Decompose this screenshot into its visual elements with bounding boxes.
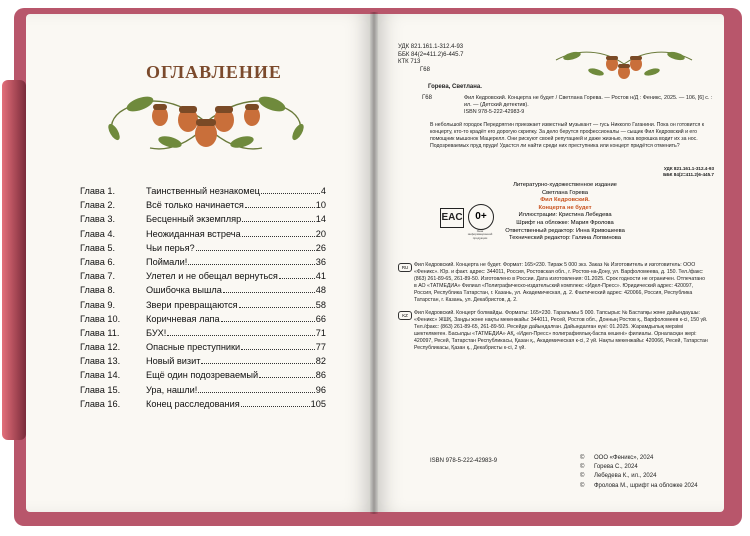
- author-mark: Г68: [420, 66, 430, 73]
- acorn-ornament: [100, 82, 312, 168]
- toc-entry: Глава 16. Конец расследования 105: [80, 398, 326, 409]
- age-rating-caption: Знак информационной продукции: [467, 229, 493, 240]
- isbn: ISBN 978-5-222-42983-9: [464, 109, 525, 115]
- bibliographic-record: Фил Кедровский. Концерта не будет / Светлана Горева. — Ростов н/Д : Феникс, 2025. — 106, [6] с. : ил. — (Детский детектив). ISBN 978-5-222-42983-9: [464, 95, 713, 115]
- codes-right: УДК 821.161.1-312.4-93 ББК 84(2=411.2)6-445.7: [663, 166, 714, 177]
- book-title-2: Концерта не будет: [538, 204, 592, 211]
- toc-entry: Глава 14. Ещё один подозреваемый 86: [80, 370, 326, 381]
- table-of-contents: [80, 186, 326, 413]
- author-name: Горева, Светлана.: [428, 84, 482, 90]
- ktk-code: КТК 713: [398, 59, 421, 66]
- toc-entry: Глава 2. Всё только начинается 10: [80, 200, 326, 211]
- annotation: В небольшой городок Передряггин приезжает известный музыкант — гусь Никколо Гаганини. Пока он готовится к концерту, кто-то крадёт его дорогую скрипку. За дело берутся профессионалы — сыщик Фил Кедровский и его помощник мышонок Мацерелл. Они рискуют своей репутацией и даже жизнью, пока ворюшка водит их за нос. Подозреваемых пруд пруди! Удастся ли найти среди них преступника или концерт придётся отменить?: [430, 122, 705, 149]
- author-mark-side: Г68: [422, 95, 432, 101]
- tech-editor: Технический редактор: Галина Логвинова: [508, 235, 622, 242]
- copyright-line: © ООО «Феникс», 2024: [580, 455, 654, 461]
- book-spine: [370, 12, 378, 514]
- bbk-code: ББК 84(2=411.2)6-445.7: [398, 51, 464, 58]
- toc-entry: Глава 3. Бесценный экземпляр 14: [80, 214, 326, 225]
- cover-font: Шрифт на обложке: Мария Фролова: [516, 219, 614, 226]
- genre: Литературно-художественное издание: [513, 182, 617, 188]
- toc-entry: Глава 1. Таинственный незнакомец 4: [80, 186, 326, 196]
- lang-badge-ru: RU: [398, 263, 412, 272]
- legal-info-ru: Фил Кедровский. Концерта не будет. Формат: 165×230. Тираж 5 000 экз. Заказ № Изготовитель и изготовитель: ООО «Феникс». Юр. и факт. адрес: 344011, Россия, Ростовская обл., г. Ростов-на-Дону, ул. Варфоломеева, д. 150. Тел./факс: (863) 261-89-65, 261-89-50. Изготовлено в России. Дата изготовления: 01.2025. Срок годности не ограничен. Отпечатано в АО «ТАТМЕДИА» Филиал «Полиграфическо-издательский комплекс «Идел-Пресс». Юридический адрес: 420097, Россия, Республика Татарстан, г. Казань, ул. Академическая, д. 2. Фактический адрес: 420066, Россия, Республика Татарстан, г. Казань, ул. Декабристов, д. 2.: [414, 262, 706, 303]
- copyright-line: © Горева С., 2024: [580, 464, 638, 471]
- copyright-line: © Фролова М., шрифт на обложке 2024: [580, 482, 698, 489]
- toc-entry: Глава 4. Неожиданная встреча 20: [80, 228, 326, 239]
- editor: Ответственный редактор: Инна Кривошеева: [505, 227, 625, 234]
- toc-entry: Глава 13. Новый визит 82: [80, 356, 326, 367]
- toc-entry: Глава 5. Чьи перья? 26: [80, 242, 326, 253]
- legal-info-kz: Фил Кедровский. Концерт болмайды. Форматы: 165×230. Таралымы 5 000. Тапсырыс № Бастапқы және дайындаушы: «Феникс» ЖШҚ. Заңды және нақты мекенжайы: 344011, Ресей, Ростов обл., Донның Ростов қ., Варфоломеев к-сі, 150 үй. Тел./факс: (863) 261-89-65, 261-89-50. Ресейде дайындалған. Дайындалған күні: 01.2025. Жарамдылық мерзімі шектелмеген. Басылды «ТАТМЕДИА» АҚ, «Идел-Пресс» полиграфиялық-баспа кешені» филиалы. Орналасқан жері: 420097, Ресей, Татарстан Республикасы, Қазан қ., Академическая к-сі, 2 үй. Нақты мекенжайы: 420066, Ресей, Татарстан Республикасы, Қазан қ., Декабристы к-сі, 2 үй.: [414, 310, 708, 351]
- toc-entry: Глава 12. Опасные преступники 77: [80, 342, 326, 353]
- toc-entry: Глава 7. Улетел и не обещал вернуться 41: [80, 271, 326, 282]
- eac-mark-icon: EAC: [440, 208, 464, 228]
- toc-entry: Глава 11. БУХ! 71: [80, 327, 326, 338]
- toc-entry: Глава 10. Коричневая лапа 66: [80, 313, 326, 324]
- classification-codes: [398, 44, 463, 74]
- copyright-block: [580, 454, 698, 491]
- age-rating-icon: 0+: [468, 204, 494, 230]
- book-title-1: Фил Кедровский.: [540, 197, 590, 204]
- author-line: Светлана Горева: [541, 189, 589, 196]
- toc-title: ОГЛАВЛЕНИЕ: [146, 62, 282, 82]
- cover-edge: [2, 80, 26, 440]
- toc-entry: Глава 8. Ошибочка вышла 48: [80, 285, 326, 296]
- lang-badge-kz: KZ: [398, 311, 412, 320]
- illustrator: Иллюстрации: Кристина Лебедева: [518, 212, 612, 219]
- toc-entry: Глава 6. Поймали! 36: [80, 256, 326, 267]
- toc-entry: Глава 15. Ура, нашли! 96: [80, 384, 326, 395]
- udk-code: УДК 821.161.1-312.4-93: [398, 44, 464, 50]
- toc-entry: Глава 9. Звери превращаются 58: [80, 299, 326, 310]
- acorn-ornament-small: [548, 42, 700, 86]
- copyright-line: © Лебедева К., ил., 2024: [580, 473, 657, 480]
- isbn-bottom: ISBN 978-5-222-42983-9: [430, 458, 498, 464]
